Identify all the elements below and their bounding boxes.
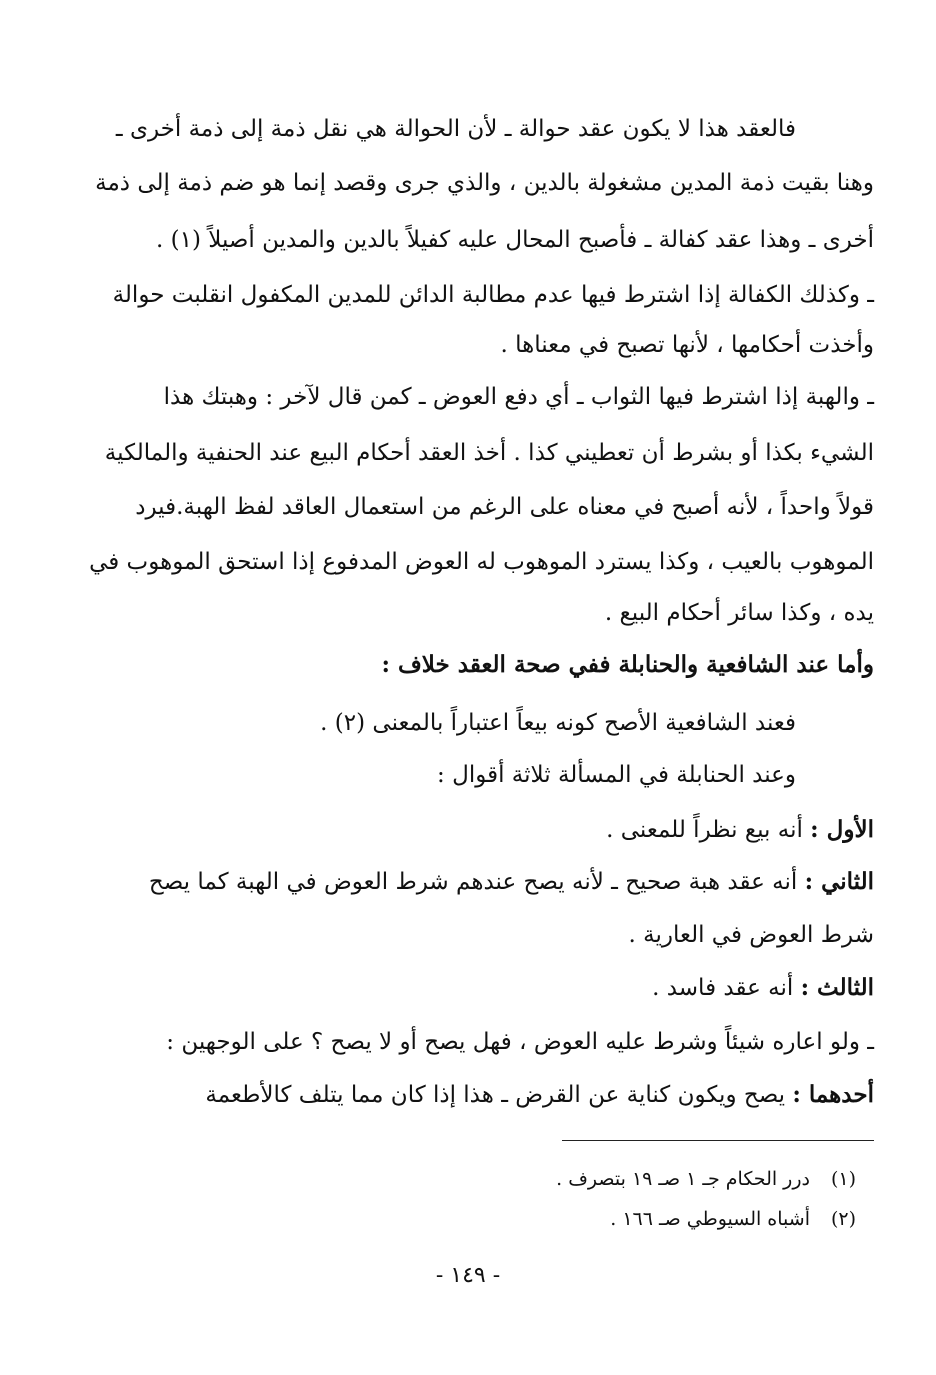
footnote-text: أشباه السيوطي صـ ١٦٦ .: [610, 1208, 810, 1230]
footnote-number: (١): [830, 1168, 856, 1190]
paragraph-line: وهنا بقيت ذمة المدين مشغولة بالدين ، والذي جرى وقصد إنما هو ضم ذمة إلى ذمة: [95, 170, 874, 196]
paragraph-line: ـ وكذلك الكفالة إذا اشترط فيها عدم مطالبة الدائن للمدين المكفول انقلبت حوالة: [112, 282, 874, 308]
page-number: - ١٤٩ -: [435, 1263, 501, 1288]
second-opinion-continued: شرط العوض في العارية .: [628, 922, 874, 948]
second-opinion-label: الثاني :: [804, 868, 874, 895]
paragraph-line: يده ، وكذا سائر أحكام البيع .: [604, 600, 874, 626]
footnote-item: [610, 1206, 856, 1232]
paragraph-line: الموهوب بالعيب ، وكذا يسترد الموهوب له العوض المدفوع إذا استحق الموهوب في: [89, 549, 874, 575]
first-view: [62, 1080, 874, 1110]
first-opinion: [62, 815, 874, 845]
paragraph-line: قولاً واحداً ، لأنه أصبح في معناه على الرغم من استعمال العاقد لفظ الهبة.فيرد: [135, 494, 874, 520]
first-view-text: يصح ويكون كناية عن القرض ـ هذا إذا كان مما يتلف كالأطعمة: [205, 1082, 793, 1108]
shafii-opinion: فعند الشافعية الأصح كونه بيعاً اعتباراً بالمعنى (٢) .: [320, 710, 796, 736]
footnote-separator: [562, 1140, 874, 1141]
hanbali-opinion-intro: وعند الحنابلة في المسألة ثلاثة أقوال :: [437, 762, 796, 788]
footnote-text: درر الحكام جـ ١ صـ ١٩ بتصرف .: [556, 1168, 810, 1190]
first-opinion-text: أنه بيع نظراً للمعنى .: [606, 817, 811, 843]
loan-condition-line: ـ ولو اعاره شيئاً وشرط عليه العوض ، فهل يصح أو لا يصح ؟ على الوجهين :: [166, 1029, 874, 1055]
second-opinion: [62, 867, 874, 897]
third-opinion-text: أنه عقد فاسد .: [652, 975, 801, 1001]
section-heading: وأما عند الشافعية والحنابلة ففي صحة العقد خلاف :: [381, 651, 874, 678]
paragraph-line: وأخذت أحكامها ، لأنها تصبح في معناها .: [500, 332, 874, 358]
paragraph-line: الشيء بكذا أو بشرط أن تعطيني كذا . أخذ العقد أحكام البيع عند الحنفية والمالكية: [104, 440, 874, 466]
first-opinion-label: الأول :: [810, 816, 874, 843]
paragraph-line: فالعقد هذا لا يكون عقد حوالة ـ لأن الحوالة هي نقل ذمة إلى ذمة أخرى ـ: [115, 116, 796, 142]
second-opinion-text: أنه عقد هبة صحيح ـ لأنه يصح عندهم شرط العوض في الهبة كما يصح: [148, 869, 805, 895]
third-opinion-label: الثالث :: [800, 974, 874, 1001]
footnote-number: (٢): [830, 1208, 856, 1230]
paragraph-line: أخرى ـ وهذا عقد كفالة ـ فأصبح المحال عليه كفيلاً بالدين والمدين أصيلاً (١) .: [155, 227, 874, 253]
paragraph-line: ـ والهبة إذا اشترط فيها الثواب ـ أي دفع العوض ـ كمن قال لآخر : وهبتك هذا: [163, 384, 874, 410]
first-view-label: أحدهما :: [792, 1081, 874, 1108]
third-opinion: [62, 973, 874, 1003]
footnote-item: [556, 1166, 856, 1192]
